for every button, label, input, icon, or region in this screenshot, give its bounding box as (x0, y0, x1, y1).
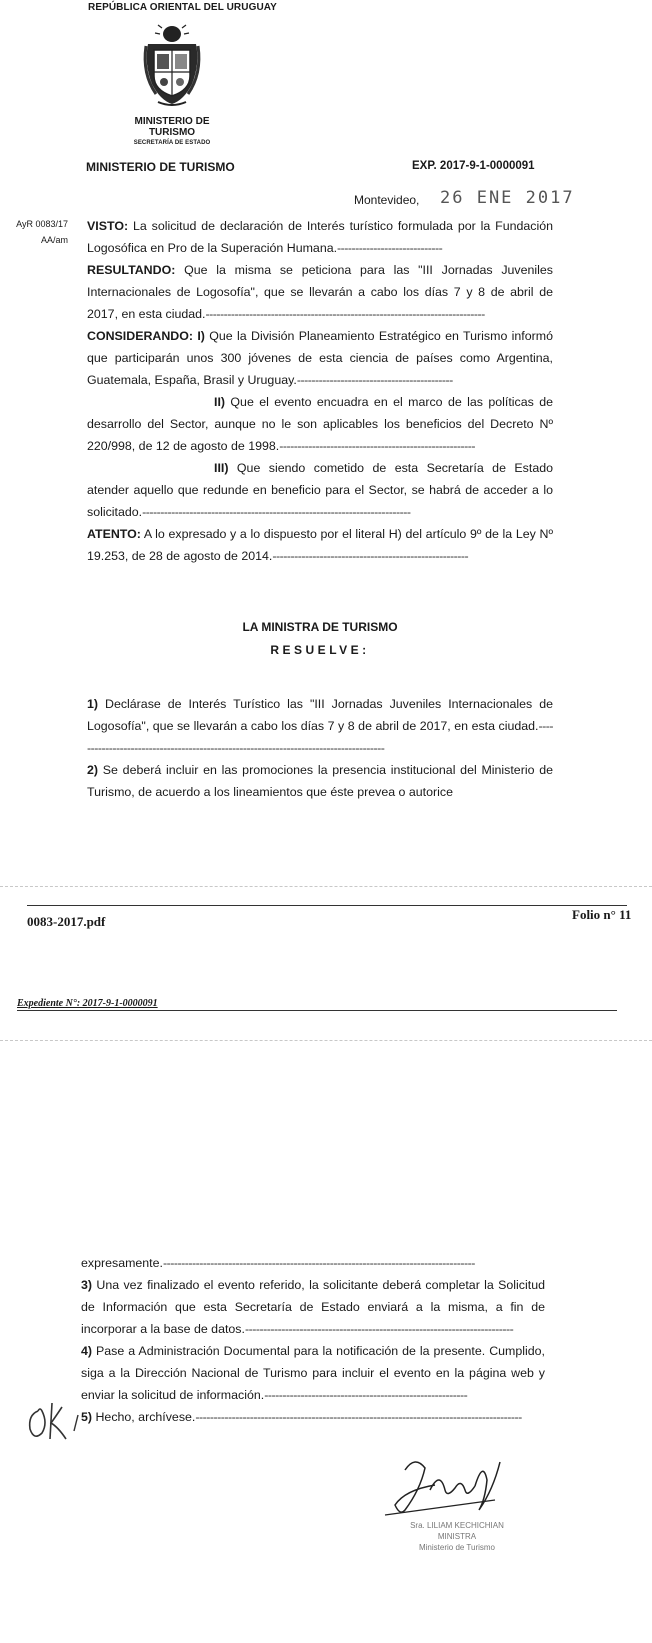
considerando-i-text: Que la División Planeamiento Estratégico en Turismo informó que participarán unos 300 jóvenes de esta ciencia de países como Argentina, Guatemala, España, Brasil y Uruguay. (87, 329, 553, 387)
margin-ref-1: AyR 0083/17 (16, 219, 68, 229)
considerando-ii-dashes: ------------------------------------------------------ (279, 439, 476, 453)
signature-caption-line3: Ministerio de Turismo (418, 1543, 496, 1552)
ministry-line3: SECRETARÍA DE ESTADO (133, 140, 211, 146)
margin-reference (10, 216, 68, 248)
page-edge-divider-2 (0, 1040, 652, 1041)
resolution-title: LA MINISTRA DE TURISMO (242, 620, 398, 634)
item-5-dashes: ------------------------------------------------------------------------------------------ (195, 1410, 522, 1424)
item-4-dashes: -------------------------------------------------------- (264, 1388, 468, 1402)
item-1-text: Declárase de Interés Turístico las "III Jornadas Juveniles Internacionales de Logosofía", que se llevarán a cabo los días 7 y 8 de abril de 2017, en esta ciudad. (87, 697, 553, 733)
date-stamp: 26 ENE 2017 (440, 188, 575, 208)
republic-header: REPÚBLICA ORIENTAL DEL URUGUAY (88, 2, 277, 13)
signature-icon (375, 1450, 515, 1525)
item-3-dashes: -------------------------------------------------------------------------- (244, 1322, 514, 1336)
item-2-dashes: -------------------------------------------------------------------------------------- (162, 1256, 475, 1270)
coat-of-arms-icon (140, 24, 204, 108)
item-1-num: 1) (87, 697, 99, 711)
expediente-rule (17, 1010, 617, 1011)
resultando-paragraph (87, 259, 553, 325)
item-2-num: 2) (87, 763, 99, 777)
ministry-line1: MINISTERIO DE (134, 116, 210, 127)
handwritten-initials-icon (24, 1395, 84, 1445)
ministry-name: MINISTERIO DE TURISMO (86, 160, 235, 174)
date-place: Montevideo, (354, 193, 420, 207)
item-3-num: 3) (81, 1278, 93, 1292)
expediente-number: EXP. 2017-9-1-0000091 (412, 160, 535, 172)
resolution-items-page1 (87, 693, 553, 803)
item-2-continued (81, 1252, 545, 1274)
considerando-i-dashes: ------------------------------------------- (296, 373, 453, 387)
signature-caption-line1: Sra. LILIAM KECHICHIAN (410, 1521, 504, 1530)
considerando-iii-text: Que siendo cometido de esta Secretaría de Estado atender aquello que redunde en beneficio para el Sector, se habrá de acceder a lo solicitado. (87, 461, 553, 519)
margin-ref-2: AA/am (40, 235, 68, 245)
item-4 (81, 1340, 545, 1406)
resultando-dashes: ----------------------------------------------------------------------------- (205, 307, 485, 321)
considerando-i-num: I) (197, 329, 205, 343)
considerando-ii-num: II) (214, 395, 226, 409)
footer-folio: Folio n° 11 (572, 907, 632, 922)
ministry-block (108, 116, 236, 149)
item-4-text: Pase a Administración Documental para la notificación de la presente. Cumplido, siga a la Dirección Nacional de Turismo para incluir el evento en la página web y enviar la solicitud de información. (81, 1344, 545, 1402)
item-5 (81, 1406, 545, 1428)
resuelve-heading: RESUELVE: (270, 643, 370, 657)
considerando-iii-num: III) (214, 461, 229, 475)
considerando-i-paragraph (87, 325, 553, 391)
ministry-line2: TURISMO (148, 127, 196, 138)
visto-dashes: ----------------------------- (337, 241, 443, 255)
item-2 (87, 759, 553, 803)
item-3-text: Una vez finalizado el evento referido, la solicitante deberá completar la Solicitud de Información que esta Secretaría de Estado enviará a la misma, a fin de incorporar a la base de datos. (81, 1278, 545, 1336)
page-edge-divider (0, 886, 652, 887)
resultando-text: Que la misma se peticiona para las "III Jornadas Juveniles Internacionales de Logosofía", que se llevarán a cabo los días 7 y 8 de abril de 2017, en esta ciudad. (87, 263, 553, 321)
considerando-iii-paragraph (87, 457, 553, 523)
footer-rule (27, 905, 627, 906)
preamble (87, 215, 553, 567)
atento-paragraph (87, 523, 553, 567)
considerando-iii-dashes: -------------------------------------------------------------------------- (142, 505, 411, 519)
visto-label: VISTO: (87, 219, 129, 233)
item-5-num: 5) (81, 1410, 93, 1424)
item-3 (81, 1274, 545, 1340)
atento-dashes: ------------------------------------------------------ (272, 549, 469, 563)
visto-text: La solicitud de declaración de Interés turístico formulada por la Fundación Logosófica en Pro de la Superación Humana. (87, 219, 553, 255)
item-5-text: Hecho, archívese. (95, 1410, 196, 1424)
signature-caption (392, 1520, 522, 1553)
resolution-items-page2 (81, 1252, 545, 1428)
atento-text: A lo expresado y a lo dispuesto por el literal H) del artículo 9º de la Ley Nº 19.253, de 28 de agosto de 2014. (87, 527, 553, 563)
expediente-line: Expediente N°: 2017-9-1-0000091 (17, 998, 158, 1009)
considerando-label: CONSIDERANDO: (87, 329, 194, 343)
resultando-label: RESULTANDO: (87, 263, 176, 277)
atento-label: ATENTO: (87, 527, 141, 541)
considerando-ii-paragraph (87, 391, 553, 457)
item-2-cont-text: expresamente. (81, 1256, 163, 1270)
item-1 (87, 693, 553, 759)
visto-paragraph (87, 215, 553, 259)
signature-caption-line2: MINISTRA (437, 1532, 477, 1541)
item-1-dashes: -------------------------------------------------------------------------------------- (87, 719, 553, 755)
item-4-num: 4) (81, 1344, 93, 1358)
item-2-text: Se deberá incluir en las promociones la presencia institucional del Ministerio de Turismo, de acuerdo a los lineamientos que éste prevea o autorice (87, 763, 553, 799)
considerando-ii-text: Que el evento encuadra en el marco de las políticas de desarrollo del Sector, aunque no le son aplicables los beneficios del Decreto Nº 220/998, de 12 de agosto de 1998. (87, 395, 553, 453)
footer-filename: 0083-2017.pdf (27, 914, 106, 929)
